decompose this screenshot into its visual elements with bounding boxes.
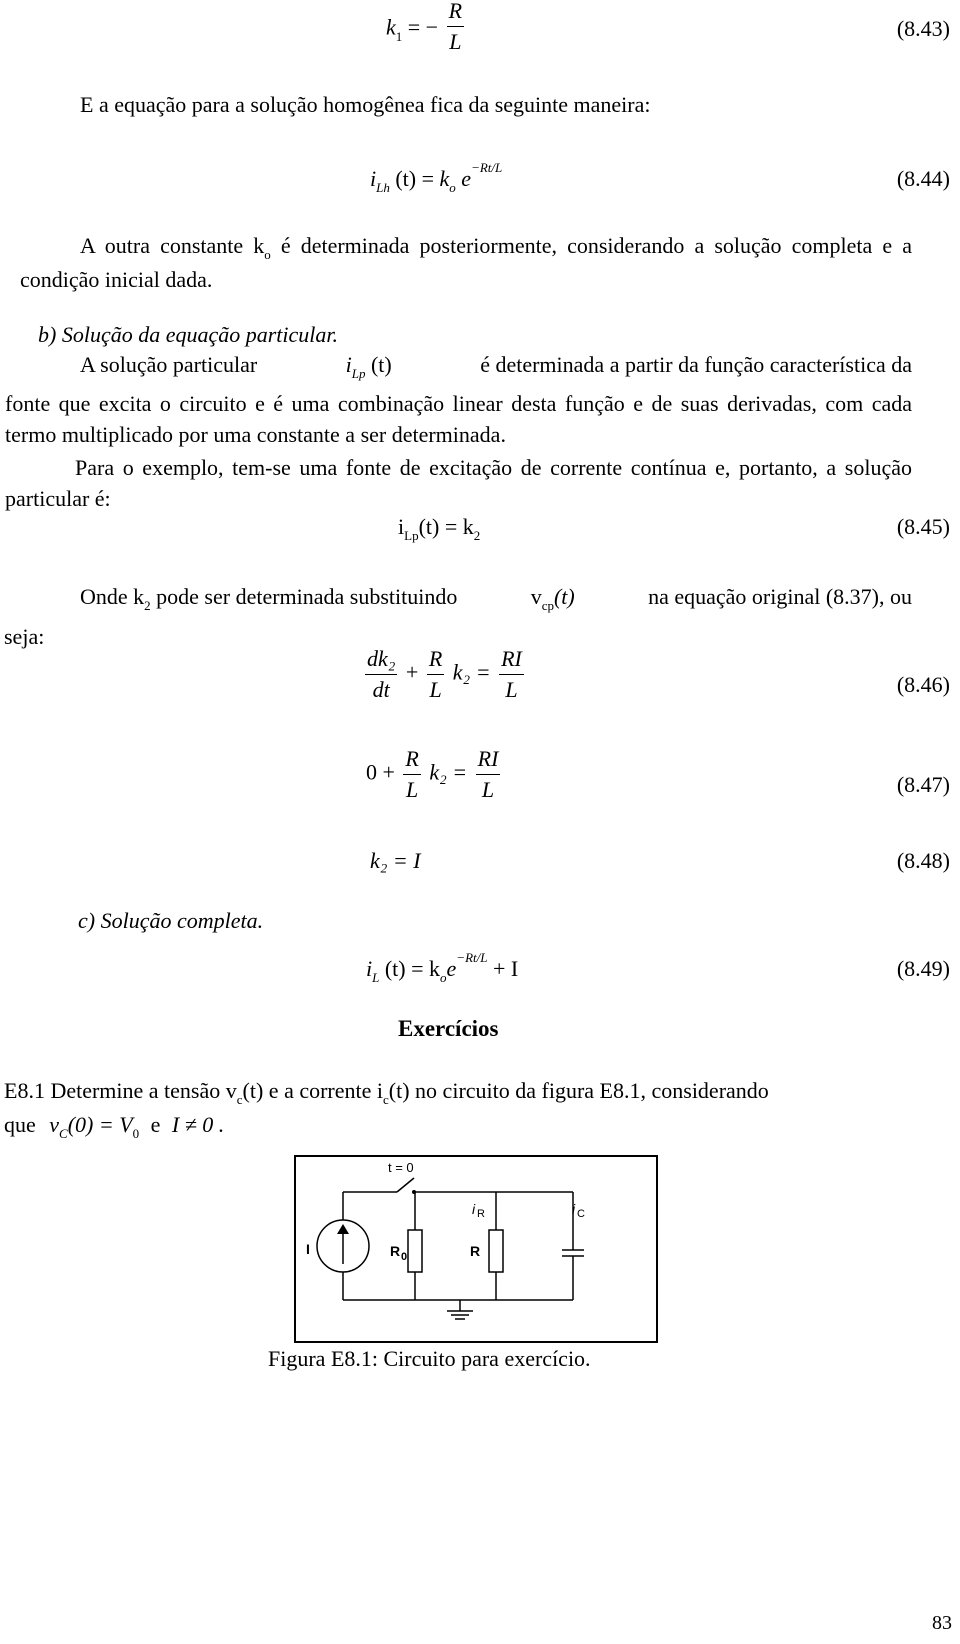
- exercise-e8-1-line2: [4, 1112, 225, 1141]
- eq-term: k₂ =: [429, 759, 468, 785]
- fraction-numerator: R: [447, 0, 464, 27]
- equation-8-48: k₂ = I: [370, 848, 421, 873]
- eq-exponent: −Rt/L: [456, 950, 488, 965]
- fraction-denominator: L: [481, 777, 495, 802]
- exercise-e8-1-line1: [4, 1078, 912, 1107]
- r-label: R: [470, 1243, 481, 1259]
- equation-number: (8.47): [896, 772, 950, 797]
- text-run: na equação original (8.37), ou: [648, 584, 912, 609]
- equation-8-45: [398, 514, 481, 543]
- eq-subscript: 2: [473, 528, 481, 543]
- math-argument: (t): [370, 352, 392, 377]
- equation-8-46: [362, 646, 527, 703]
- text-subscript: 2: [144, 598, 151, 613]
- eq-fraction: [476, 746, 501, 803]
- eq-exponential: e: [446, 956, 457, 981]
- paragraph-homogenea: E a equação para a solução homogênea fica da seguinte maneira:: [80, 92, 651, 117]
- eq-fraction: [499, 646, 524, 703]
- ir-subscript: R: [477, 1208, 485, 1220]
- r0-label: R: [390, 1243, 401, 1259]
- eq-symbol: i: [366, 956, 373, 981]
- text-run: (t) no circuito da figura E8.1, considerando: [388, 1078, 769, 1103]
- fraction-numerator: RI: [499, 646, 524, 675]
- text-subscript: c: [383, 1092, 389, 1107]
- text-run: A outra constante k: [80, 233, 265, 258]
- source-label: I: [306, 1241, 310, 1257]
- r0-subscript: 0: [401, 1251, 408, 1263]
- text-run: é determinada posteriormente, considerando a solução completa e a condição inicial dada.: [20, 233, 912, 292]
- ir-label: i: [472, 1201, 476, 1217]
- eq-subscript: o: [440, 970, 447, 985]
- fraction-numerator: RI: [476, 746, 501, 775]
- switch-label: t = 0: [388, 1160, 414, 1175]
- text-run: [4, 1078, 769, 1107]
- text-run: pode ser determinada substituindo: [150, 584, 458, 609]
- equation-8-49: [366, 950, 519, 985]
- equation-number: (8.45): [896, 514, 950, 539]
- math-subscript: C: [59, 1126, 68, 1141]
- math-symbol: v: [530, 584, 542, 609]
- switch-blade: [397, 1178, 414, 1192]
- text-run: que: [4, 1112, 36, 1137]
- eq-subscript: o: [449, 180, 456, 195]
- math-subscript: cp: [541, 598, 554, 613]
- fraction-numerator: R: [403, 746, 420, 775]
- eq-subscript: 1: [395, 28, 403, 44]
- eq-argument: (t) =: [395, 166, 435, 191]
- page-number: 83: [932, 1612, 952, 1634]
- text-run: é determinada a partir da função característica da: [480, 352, 912, 377]
- eq-term: 0 +: [366, 759, 395, 785]
- text-run: E8.1 Determine a tensão v: [4, 1078, 237, 1103]
- text-run: e: [150, 1112, 161, 1137]
- ic-label: i: [572, 1201, 576, 1217]
- paragraph-outra-constante: [20, 230, 912, 295]
- equation-number: (8.48): [896, 848, 950, 873]
- eq-term: (t) = k: [384, 956, 441, 981]
- eq-symbol: k: [439, 166, 450, 191]
- math-term: I ≠ 0 .: [171, 1112, 225, 1137]
- text-run: Onde k: [80, 584, 145, 609]
- eq-subscript: Lh: [376, 180, 390, 195]
- fraction-numerator: dk₂: [365, 646, 397, 675]
- equation-number: (8.43): [896, 16, 950, 41]
- text-subscript: c: [236, 1092, 243, 1107]
- eq-fraction: [447, 0, 464, 55]
- eq-term: + I: [492, 956, 519, 981]
- arrow-up-icon: [337, 1224, 349, 1234]
- eq-argument: (t) = k: [418, 514, 474, 539]
- paragraph-particular-line1: [80, 352, 912, 381]
- resistor-r0: [408, 1230, 422, 1272]
- equation-8-47: [366, 746, 503, 803]
- fraction-denominator: L: [406, 777, 419, 802]
- text-run: (t) e a corrente i: [242, 1078, 384, 1103]
- equation-number: (8.44): [896, 166, 950, 191]
- heading-particular: b) Solução da equação particular.: [38, 322, 339, 347]
- eq-exponential: e: [461, 166, 472, 191]
- eq-exponent: −Rt/L: [471, 160, 503, 175]
- eq-term: k₂ =: [452, 659, 491, 685]
- fraction-denominator: L: [505, 677, 518, 702]
- eq-symbol: i: [398, 514, 405, 539]
- math-symbol: i: [345, 352, 352, 377]
- eq-symbol: i: [370, 166, 377, 191]
- fraction-denominator: L: [429, 677, 442, 702]
- paragraph-particular-rest: fonte que excita o circuito e é uma combinação linear desta função e de suas derivadas, com cada termo multiplicado por uma constante a ser determinada.: [5, 391, 912, 447]
- circuit-figure: [290, 1154, 662, 1346]
- fraction-numerator: R: [427, 646, 444, 675]
- figure-caption: Figura E8.1: Circuito para exercício.: [268, 1346, 591, 1371]
- eq-relation: = −: [407, 14, 439, 40]
- eq-subscript: L: [372, 970, 380, 985]
- eq-fraction: [403, 746, 420, 803]
- math-term: (0) = V: [67, 1112, 133, 1137]
- text-run: [80, 584, 458, 613]
- paragraph-seja: seja:: [4, 624, 45, 649]
- equation-8-44: [370, 160, 503, 195]
- inline-math: [345, 352, 392, 381]
- eq-subscript: Lp: [404, 528, 419, 543]
- equation-8-43: [386, 0, 467, 55]
- paragraph-exemplo: Para o exemplo, tem-se uma fonte de excitação de corrente contínua e, portanto, a solução particular é:: [5, 455, 912, 511]
- section-heading-exercicios: Exercícios: [398, 1016, 499, 1041]
- text-subscript: o: [264, 247, 271, 262]
- heading-completa: c) Solução completa.: [78, 908, 264, 933]
- ic-subscript: C: [577, 1208, 585, 1220]
- math-symbol: v: [49, 1112, 60, 1137]
- fraction-denominator: dt: [372, 677, 390, 702]
- eq-symbol: k: [386, 14, 396, 40]
- math-subscript: Lp: [351, 366, 366, 381]
- equation-number: (8.49): [896, 956, 950, 981]
- text-run: A solução particular: [80, 352, 258, 377]
- math-argument: (t): [553, 584, 575, 609]
- resistor-r: [489, 1230, 503, 1272]
- paragraph-onde: [80, 584, 912, 613]
- inline-math: [530, 584, 575, 613]
- eq-operator: +: [405, 659, 419, 685]
- equation-number: (8.46): [896, 672, 950, 697]
- eq-fraction: [365, 646, 397, 703]
- math-subscript: 0: [132, 1126, 140, 1141]
- fraction-denominator: L: [449, 29, 462, 54]
- eq-fraction: [427, 646, 444, 703]
